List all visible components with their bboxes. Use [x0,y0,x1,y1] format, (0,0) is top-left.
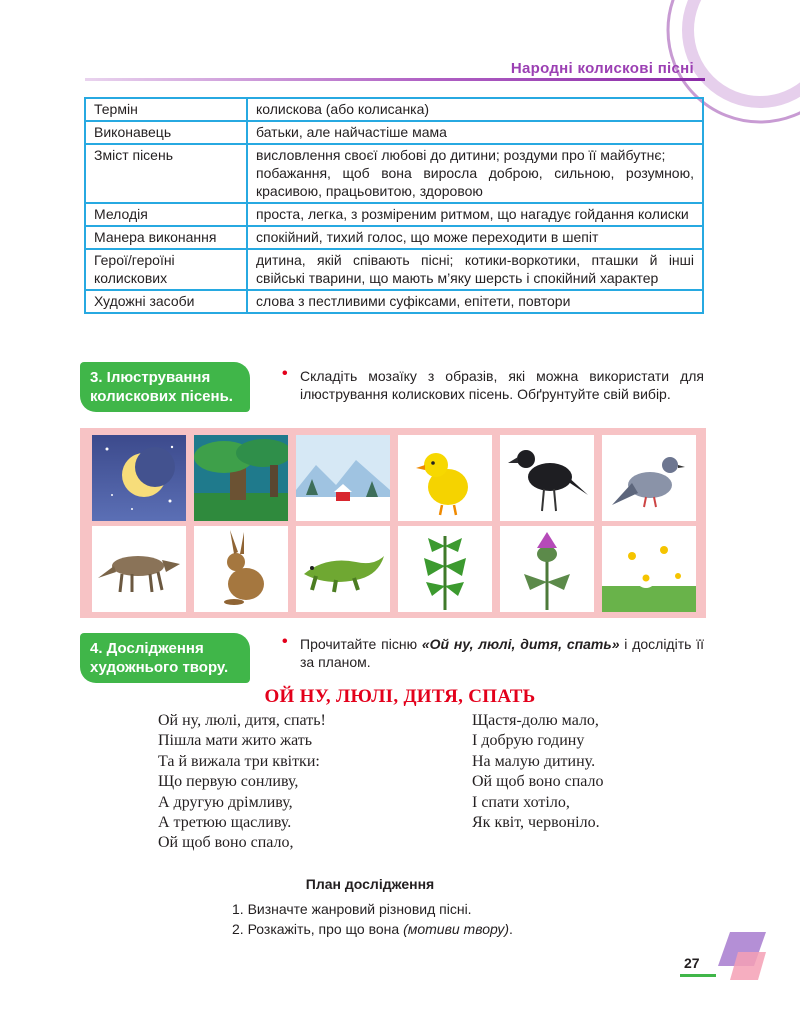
poem-title: ОЙ НУ, ЛЮЛІ, ДИТЯ, СПАТЬ [264,686,536,707]
table-value: дитина, якій співають пісні; котики-воркотики, пташки й інші свійські тварини, що мають м’яку шерсть і спокійний характер [247,249,703,290]
winter-village-tile [296,435,390,521]
corner-decoration [716,928,768,984]
table-value: спокійний, тихий голос, що може переходити в шепіт [247,226,703,249]
table-key: Термін [85,98,247,121]
task-3-label: 3. Ілюстрування колискових пісень. [80,362,250,412]
poem-line: Ой ну, люлі, дитя, спать! [158,712,326,729]
task-4-text [300,635,704,671]
plan-item: 1. Визначте жанровий різновид пісні. [232,901,472,917]
plan-title: План дослідження [305,876,435,892]
task-4-label: 4. Дослідження художнього твору. [80,633,250,683]
header-rule [85,78,705,81]
table-key: Герої/героїні колискових [85,249,247,290]
pigeon-tile [602,435,696,521]
chick-icon [398,435,492,521]
poem-line: І спати хотіло, [472,793,570,811]
plan-item-italic: (мотиви твору) [403,921,509,937]
task-4-text-start: Прочитайте пісню [300,636,422,652]
nettle-tile [398,526,492,612]
poem-line: Щастя-долю мало, [472,712,599,729]
wolf-tile [92,526,186,612]
table-row [85,121,703,144]
poem-column-1 [158,711,326,854]
crow-tile [500,435,594,521]
poem-line: І добрую годину [472,732,585,750]
table-value: висловлення своєї любові до дитини; роздуми про її майбутнє; [256,147,666,163]
wolf-icon [92,526,186,612]
poem-line: А другую дрімливу, [158,793,293,811]
thistle-icon [500,526,594,612]
pigeon-icon [602,435,696,521]
lullaby-terms-table [84,97,704,314]
table-row [85,249,703,290]
poem-line: Пішла мати жито жать [158,732,313,750]
poem-line: Що первую сонливу, [158,773,299,791]
poem-line: Ой щоб воно спало, [158,834,294,852]
crocodile-icon [296,526,390,612]
chamomile-icon [602,526,696,612]
plan-list [232,899,513,939]
bullet-icon: • [282,633,288,650]
chamomile-tile [602,526,696,612]
task-4-song-title: «Ой ну, люлі, дитя, спать» [421,636,620,652]
table-key: Художні засоби [85,290,247,313]
crocodile-tile [296,526,390,612]
forest-icon [194,435,288,521]
poem-line: Та й вижала три квітки: [158,752,320,770]
nettle-icon [398,526,492,612]
crow-icon [500,435,594,521]
poem-line: Як квіт, червоніло. [472,814,600,832]
table-value: побажання, щоб вона виросла доброю, сильною, розумною, красивою, працьовитою, здоровою [256,165,694,199]
table-row [85,226,703,249]
table-row [85,203,703,226]
table-value: батьки, але найчастіше мама [247,121,703,144]
poem-line: На малую дитину. [472,752,596,770]
task-3-text: Складіть мозаїку з образів, які можна використати для ілюстрування колискових пісень. Обґрунтуйте свій вибір. [300,368,704,402]
table-key: Виконавець [85,121,247,144]
table-key: Мелодія [85,203,247,226]
page-number: 27 [684,955,700,971]
bullet-icon: • [282,365,288,382]
thistle-tile [500,526,594,612]
table-value: слова з пестливими суфіксами, епітети, повтори [247,290,703,313]
chick-tile [398,435,492,521]
plan-item [232,919,513,939]
running-header: Народні колискові пісні [510,60,694,77]
hare-icon [194,526,288,612]
poem-line: Ой щоб воно спало [472,773,604,791]
table-key: Зміст пісень [85,144,247,203]
moon-icon [92,435,186,521]
winter-village-icon [296,435,390,521]
poem-line: А третюю щасливу. [158,814,292,832]
footer-rule [680,974,716,977]
forest-tile [194,435,288,521]
plan-item-end: . [509,921,513,937]
hare-tile [194,526,288,612]
plan-item-text: 2. Розкажіть, про що вона [232,921,404,937]
task-4-text-end: і дослідіть її за планом. [300,636,704,670]
table-row [85,144,703,203]
moon-tile [92,435,186,521]
table-value: колискова (або колисанка) [247,98,703,121]
table-value-cell [247,144,703,203]
table-key: Манера виконання [85,226,247,249]
table-value: проста, легка, з розміреним ритмом, що нагадує гойдання колиски [247,203,703,226]
image-mosaic [80,428,706,618]
table-row [85,290,703,313]
table-row [85,98,703,121]
poem-column-2 [472,711,603,833]
